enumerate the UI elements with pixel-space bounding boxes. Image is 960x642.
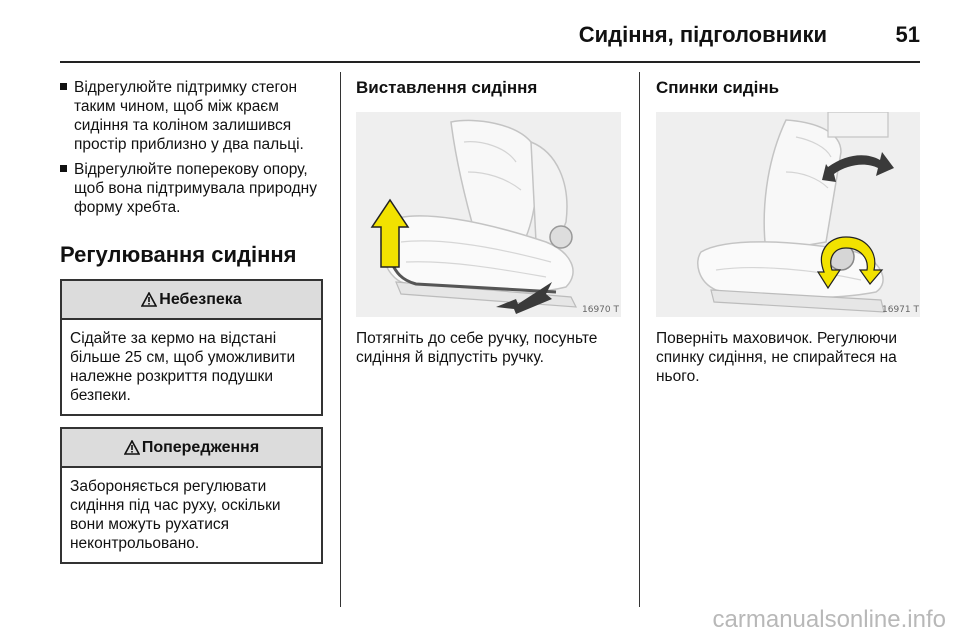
figure-caption: Потягніть до себе ручку, посуньте сидіння й відпустіть ручку. xyxy=(356,330,598,366)
header-rule xyxy=(60,61,920,63)
page-header-title: Сидіння, підголовники xyxy=(578,22,827,47)
warning-triangle-icon xyxy=(124,440,140,455)
backrest-figure xyxy=(656,112,921,317)
seat-fore-aft-illustration xyxy=(356,112,621,317)
figure-caption: Поверніть маховичок. Регулюючи спинку сидіння, не спирайтеся на нього. xyxy=(656,330,898,385)
bullet-list xyxy=(60,78,323,217)
danger-notice-header xyxy=(62,281,321,320)
column-1 xyxy=(60,78,323,575)
column-3 xyxy=(656,78,920,386)
danger-notice-body: Сідайте за кермо на відстані більше 25 см, щоб уможливити належне розкриття подушки безпеки. xyxy=(70,330,296,404)
bullet-item: Відрегулюйте підтримку стегон таким чином, щоб між краєм сидіння та коліном залишився простір приблизно у два пальці. xyxy=(60,78,323,154)
column-2 xyxy=(356,78,621,367)
warning-notice-body: Забороняється регулювати сидіння під час руху, оскільки вони можуть рухатися неконтрольовано. xyxy=(70,478,281,552)
section-title: Регулювання сидіння xyxy=(60,242,297,267)
column-divider-right xyxy=(639,72,640,607)
bullet-item: Відрегулюйте поперекову опору, щоб вона підтримувала природну форму хребта. xyxy=(60,160,323,217)
warning-triangle-icon xyxy=(141,292,157,307)
section-title: Спинки сидінь xyxy=(656,78,780,97)
page-number: 51 xyxy=(895,22,920,47)
warning-notice xyxy=(60,427,323,564)
watermark: carmanualsonline.info xyxy=(712,606,946,633)
warning-notice-header xyxy=(62,429,321,468)
figure-code: 16970 T xyxy=(582,305,619,315)
section-title: Виставлення сидіння xyxy=(356,78,538,97)
seat-position-figure xyxy=(356,112,621,317)
danger-notice-title: Небезпека xyxy=(159,290,242,308)
column-divider-left xyxy=(340,72,341,607)
warning-notice-title: Попередження xyxy=(141,438,260,456)
danger-notice xyxy=(60,279,323,416)
figure-code: 16971 T xyxy=(882,305,919,315)
backrest-recline-illustration xyxy=(656,112,920,317)
